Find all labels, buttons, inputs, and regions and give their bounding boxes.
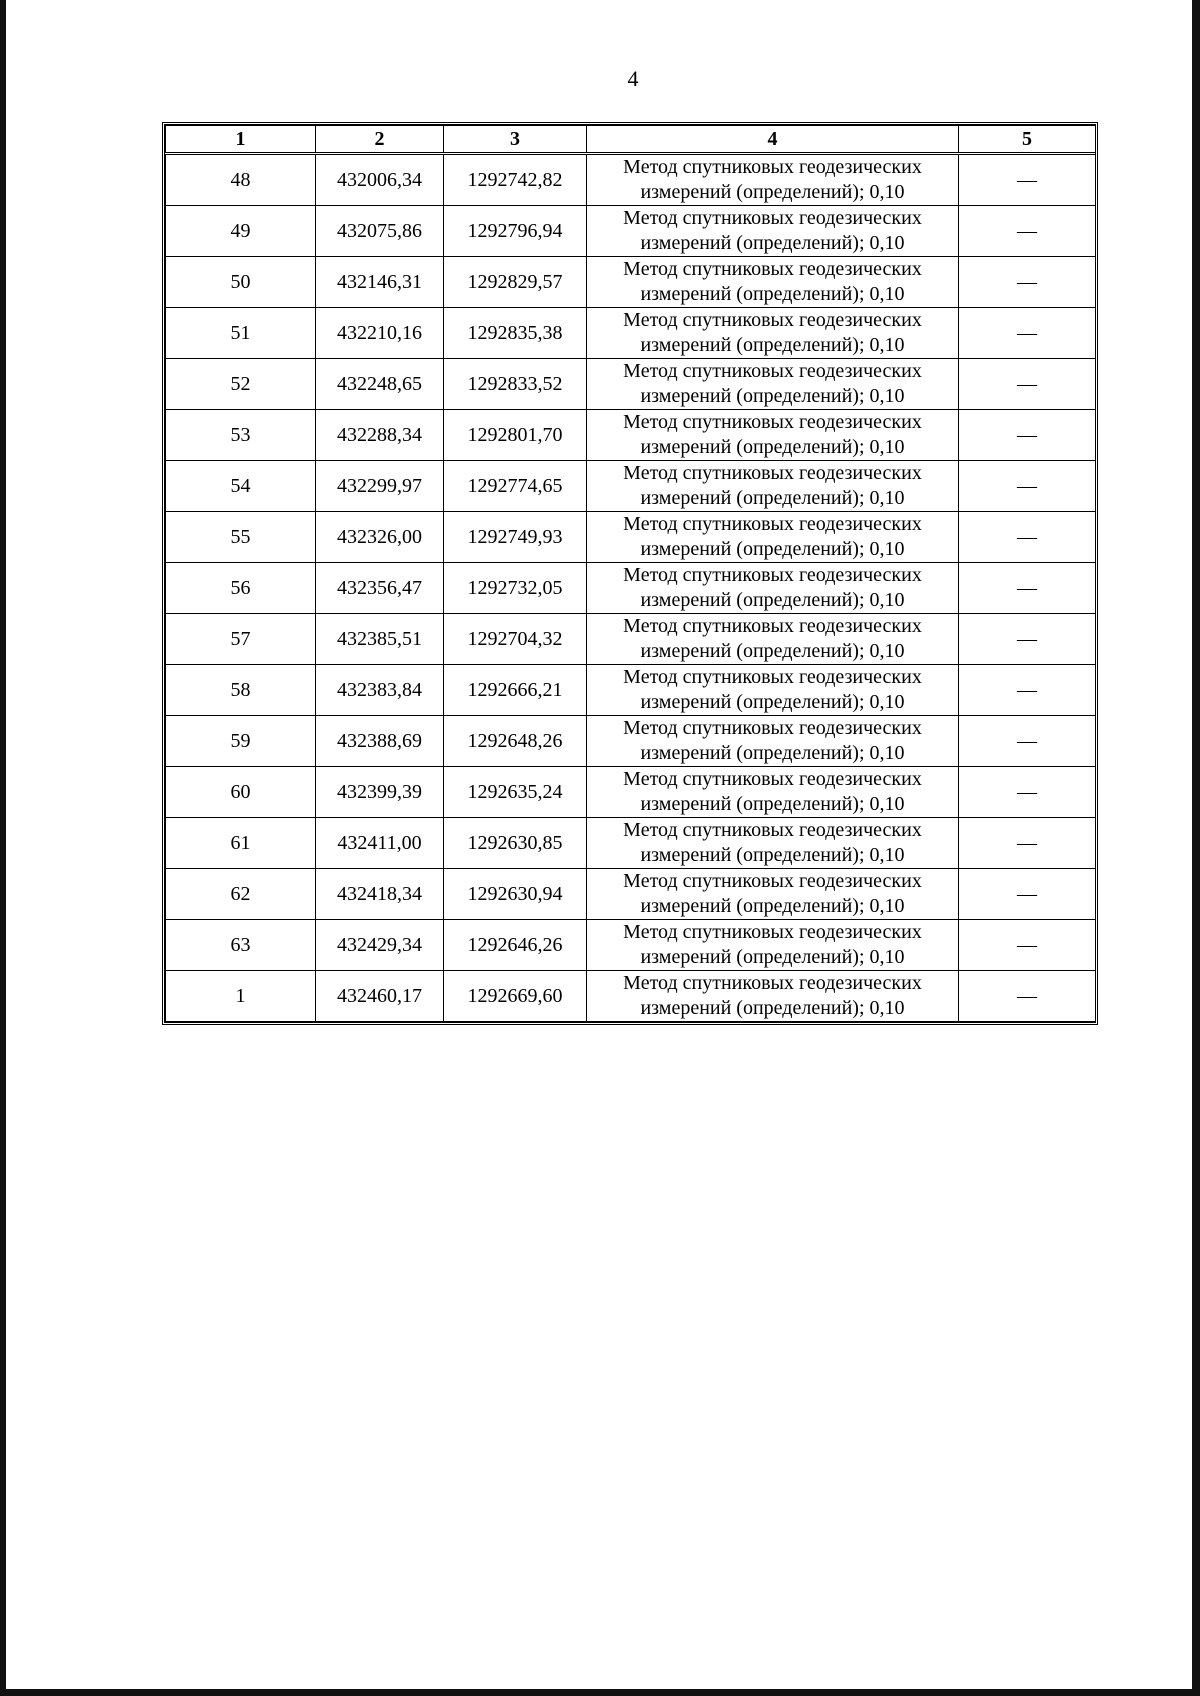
y-coordinate-cell: 1292749,93 <box>444 512 587 563</box>
table-row <box>166 154 1096 206</box>
point-number-cell: 53 <box>166 410 316 461</box>
method-cell: Метод спутниковых геодезических измерений (определений); 0,10 <box>587 665 959 716</box>
x-coordinate-cell: 432356,47 <box>316 563 444 614</box>
column-header-2: 2 <box>316 126 444 154</box>
y-coordinate-cell: 1292630,85 <box>444 818 587 869</box>
method-cell: Метод спутниковых геодезических измерений (определений); 0,10 <box>587 971 959 1022</box>
x-coordinate-cell: 432288,34 <box>316 410 444 461</box>
scan-edge-left <box>0 0 6 1696</box>
y-coordinate-cell: 1292666,21 <box>444 665 587 716</box>
method-cell: Метод спутниковых геодезических измерений (определений); 0,10 <box>587 206 959 257</box>
note-cell: — <box>959 308 1096 359</box>
note-cell: — <box>959 767 1096 818</box>
method-cell: Метод спутниковых геодезических измерений (определений); 0,10 <box>587 512 959 563</box>
table-row <box>166 971 1096 1022</box>
note-cell: — <box>959 206 1096 257</box>
point-number-cell: 60 <box>166 767 316 818</box>
note-cell: — <box>959 563 1096 614</box>
method-cell: Метод спутниковых геодезических измерений (определений); 0,10 <box>587 920 959 971</box>
note-cell: — <box>959 614 1096 665</box>
point-number-cell: 58 <box>166 665 316 716</box>
table-row <box>166 410 1096 461</box>
point-number-cell: 55 <box>166 512 316 563</box>
table-row <box>166 665 1096 716</box>
point-number-cell: 1 <box>166 971 316 1022</box>
table-row <box>166 512 1096 563</box>
y-coordinate-cell: 1292835,38 <box>444 308 587 359</box>
method-cell: Метод спутниковых геодезических измерений (определений); 0,10 <box>587 461 959 512</box>
point-number-cell: 48 <box>166 154 316 206</box>
table-row <box>166 767 1096 818</box>
x-coordinate-cell: 432146,31 <box>316 257 444 308</box>
coordinates-table <box>165 125 1096 1022</box>
table-body <box>166 154 1096 1022</box>
point-number-cell: 63 <box>166 920 316 971</box>
point-number-cell: 50 <box>166 257 316 308</box>
note-cell: — <box>959 154 1096 206</box>
column-header-4: 4 <box>587 126 959 154</box>
method-cell: Метод спутниковых геодезических измерений (определений); 0,10 <box>587 818 959 869</box>
method-cell: Метод спутниковых геодезических измерений (определений); 0,10 <box>587 154 959 206</box>
x-coordinate-cell: 432399,39 <box>316 767 444 818</box>
y-coordinate-cell: 1292704,32 <box>444 614 587 665</box>
method-cell: Метод спутниковых геодезических измерений (определений); 0,10 <box>587 716 959 767</box>
point-number-cell: 51 <box>166 308 316 359</box>
method-cell: Метод спутниковых геодезических измерений (определений); 0,10 <box>587 563 959 614</box>
column-header-3: 3 <box>444 126 587 154</box>
x-coordinate-cell: 432383,84 <box>316 665 444 716</box>
y-coordinate-cell: 1292742,82 <box>444 154 587 206</box>
x-coordinate-cell: 432326,00 <box>316 512 444 563</box>
table-row <box>166 257 1096 308</box>
method-cell: Метод спутниковых геодезических измерений (определений); 0,10 <box>587 869 959 920</box>
method-cell: Метод спутниковых геодезических измерений (определений); 0,10 <box>587 359 959 410</box>
note-cell: — <box>959 665 1096 716</box>
y-coordinate-cell: 1292648,26 <box>444 716 587 767</box>
x-coordinate-cell: 432418,34 <box>316 869 444 920</box>
table-row <box>166 920 1096 971</box>
y-coordinate-cell: 1292796,94 <box>444 206 587 257</box>
x-coordinate-cell: 432248,65 <box>316 359 444 410</box>
method-cell: Метод спутниковых геодезических измерений (определений); 0,10 <box>587 257 959 308</box>
column-header-5: 5 <box>959 126 1096 154</box>
y-coordinate-cell: 1292732,05 <box>444 563 587 614</box>
method-cell: Метод спутниковых геодезических измерений (определений); 0,10 <box>587 614 959 665</box>
method-cell: Метод спутниковых геодезических измерений (определений); 0,10 <box>587 308 959 359</box>
scan-edge-right <box>1192 0 1200 1696</box>
table-header-row <box>166 126 1096 154</box>
point-number-cell: 61 <box>166 818 316 869</box>
table-row <box>166 359 1096 410</box>
x-coordinate-cell: 432006,34 <box>316 154 444 206</box>
x-coordinate-cell: 432210,16 <box>316 308 444 359</box>
table-row <box>166 614 1096 665</box>
note-cell: — <box>959 716 1096 767</box>
x-coordinate-cell: 432411,00 <box>316 818 444 869</box>
note-cell: — <box>959 257 1096 308</box>
table-row <box>166 461 1096 512</box>
x-coordinate-cell: 432460,17 <box>316 971 444 1022</box>
method-cell: Метод спутниковых геодезических измерений (определений); 0,10 <box>587 410 959 461</box>
x-coordinate-cell: 432385,51 <box>316 614 444 665</box>
y-coordinate-cell: 1292833,52 <box>444 359 587 410</box>
point-number-cell: 52 <box>166 359 316 410</box>
point-number-cell: 59 <box>166 716 316 767</box>
x-coordinate-cell: 432388,69 <box>316 716 444 767</box>
point-number-cell: 56 <box>166 563 316 614</box>
point-number-cell: 54 <box>166 461 316 512</box>
y-coordinate-cell: 1292801,70 <box>444 410 587 461</box>
coordinates-table-frame <box>162 122 1098 1025</box>
point-number-cell: 57 <box>166 614 316 665</box>
x-coordinate-cell: 432299,97 <box>316 461 444 512</box>
page-number: 4 <box>627 66 639 91</box>
note-cell: — <box>959 971 1096 1022</box>
note-cell: — <box>959 410 1096 461</box>
point-number-cell: 62 <box>166 869 316 920</box>
x-coordinate-cell: 432075,86 <box>316 206 444 257</box>
x-coordinate-cell: 432429,34 <box>316 920 444 971</box>
column-header-1: 1 <box>166 126 316 154</box>
point-number-cell: 49 <box>166 206 316 257</box>
y-coordinate-cell: 1292630,94 <box>444 869 587 920</box>
note-cell: — <box>959 461 1096 512</box>
table-row <box>166 818 1096 869</box>
y-coordinate-cell: 1292829,57 <box>444 257 587 308</box>
y-coordinate-cell: 1292669,60 <box>444 971 587 1022</box>
method-cell: Метод спутниковых геодезических измерений (определений); 0,10 <box>587 767 959 818</box>
table-row <box>166 563 1096 614</box>
note-cell: — <box>959 512 1096 563</box>
note-cell: — <box>959 818 1096 869</box>
table-row <box>166 308 1096 359</box>
table-row <box>166 206 1096 257</box>
y-coordinate-cell: 1292635,24 <box>444 767 587 818</box>
note-cell: — <box>959 920 1096 971</box>
scan-edge-bottom <box>0 1689 1200 1696</box>
y-coordinate-cell: 1292646,26 <box>444 920 587 971</box>
note-cell: — <box>959 869 1096 920</box>
y-coordinate-cell: 1292774,65 <box>444 461 587 512</box>
table-row <box>166 716 1096 767</box>
note-cell: — <box>959 359 1096 410</box>
table-row <box>166 869 1096 920</box>
